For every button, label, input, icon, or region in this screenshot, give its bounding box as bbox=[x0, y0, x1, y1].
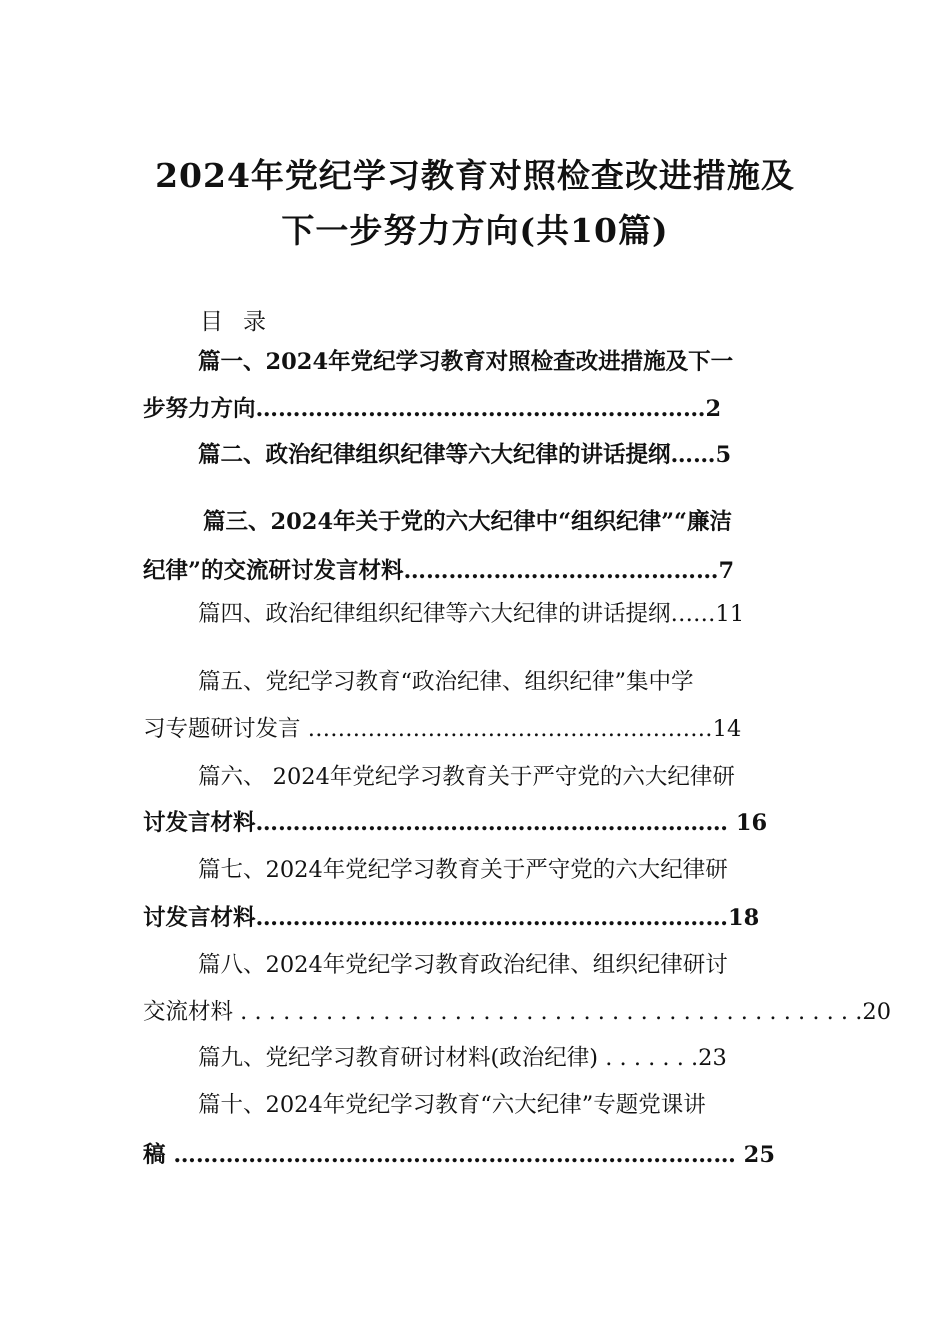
toc-item-3-line-1[interactable]: 篇三、2024年关于党的六大纪律中“组织纪律”“廉洁 bbox=[203, 509, 732, 535]
toc-item-10-line-1[interactable]: 篇十、2024年党纪学习教育“六大纪律”专题党课讲 bbox=[198, 1092, 706, 1118]
toc-item-4-line-1[interactable]: 篇四、政治纪律组织纪律等六大纪律的讲话提纲……11 bbox=[198, 601, 745, 627]
toc-item-6-line-1[interactable]: 篇六、 2024年党纪学习教育关于严守党的六大纪律研 bbox=[198, 764, 735, 790]
toc-item-7-line-1[interactable]: 篇七、2024年党纪学习教育关于严守党的六大纪律研 bbox=[198, 857, 728, 883]
document-title-line-1: 2024年党纪学习教育对照检查改进措施及 bbox=[155, 156, 795, 195]
toc-item-7-line-2[interactable]: 讨发言材料………………………………………………………18 bbox=[143, 905, 760, 931]
toc-item-5-line-1[interactable]: 篇五、党纪学习教育“政治纪律、组织纪律”集中学 bbox=[198, 669, 694, 695]
toc-item-2-line-1[interactable]: 篇二、政治纪律组织纪律等六大纪律的讲话提纲……5 bbox=[198, 442, 732, 468]
toc-item-8-line-2[interactable]: 交流材料 . . . . . . . . . . . . . . . . . . . . . . . . . . . . . . . . . . . . . . . . . . . .20 bbox=[143, 999, 892, 1025]
toc-item-3-line-2[interactable]: 纪律”的交流研讨发言材料……………………………………7 bbox=[143, 558, 735, 584]
toc-item-1-line-1[interactable]: 篇一、2024年党纪学习教育对照检查改进措施及下一 bbox=[198, 349, 734, 375]
toc-item-10-line-2[interactable]: 稿 ………………………………………………………………… 25 bbox=[143, 1142, 775, 1168]
toc-item-5-line-2[interactable]: 习专题研讨发言 ………………………………………………14 bbox=[143, 716, 742, 742]
toc-item-8-line-1[interactable]: 篇八、2024年党纪学习教育政治纪律、组织纪律研讨 bbox=[198, 952, 728, 978]
toc-item-1-line-2[interactable]: 步努力方向……………………………………………………2 bbox=[143, 396, 722, 422]
document-title-line-2: 下一步努力方向(共10篇) bbox=[281, 211, 669, 250]
toc-heading: 目录 bbox=[200, 309, 286, 335]
toc-item-6-line-2[interactable]: 讨发言材料……………………………………………………… 16 bbox=[143, 810, 768, 836]
toc-item-9-line-1[interactable]: 篇九、党纪学习教育研讨材料(政治纪律) . . . . . . .23 bbox=[198, 1045, 727, 1071]
